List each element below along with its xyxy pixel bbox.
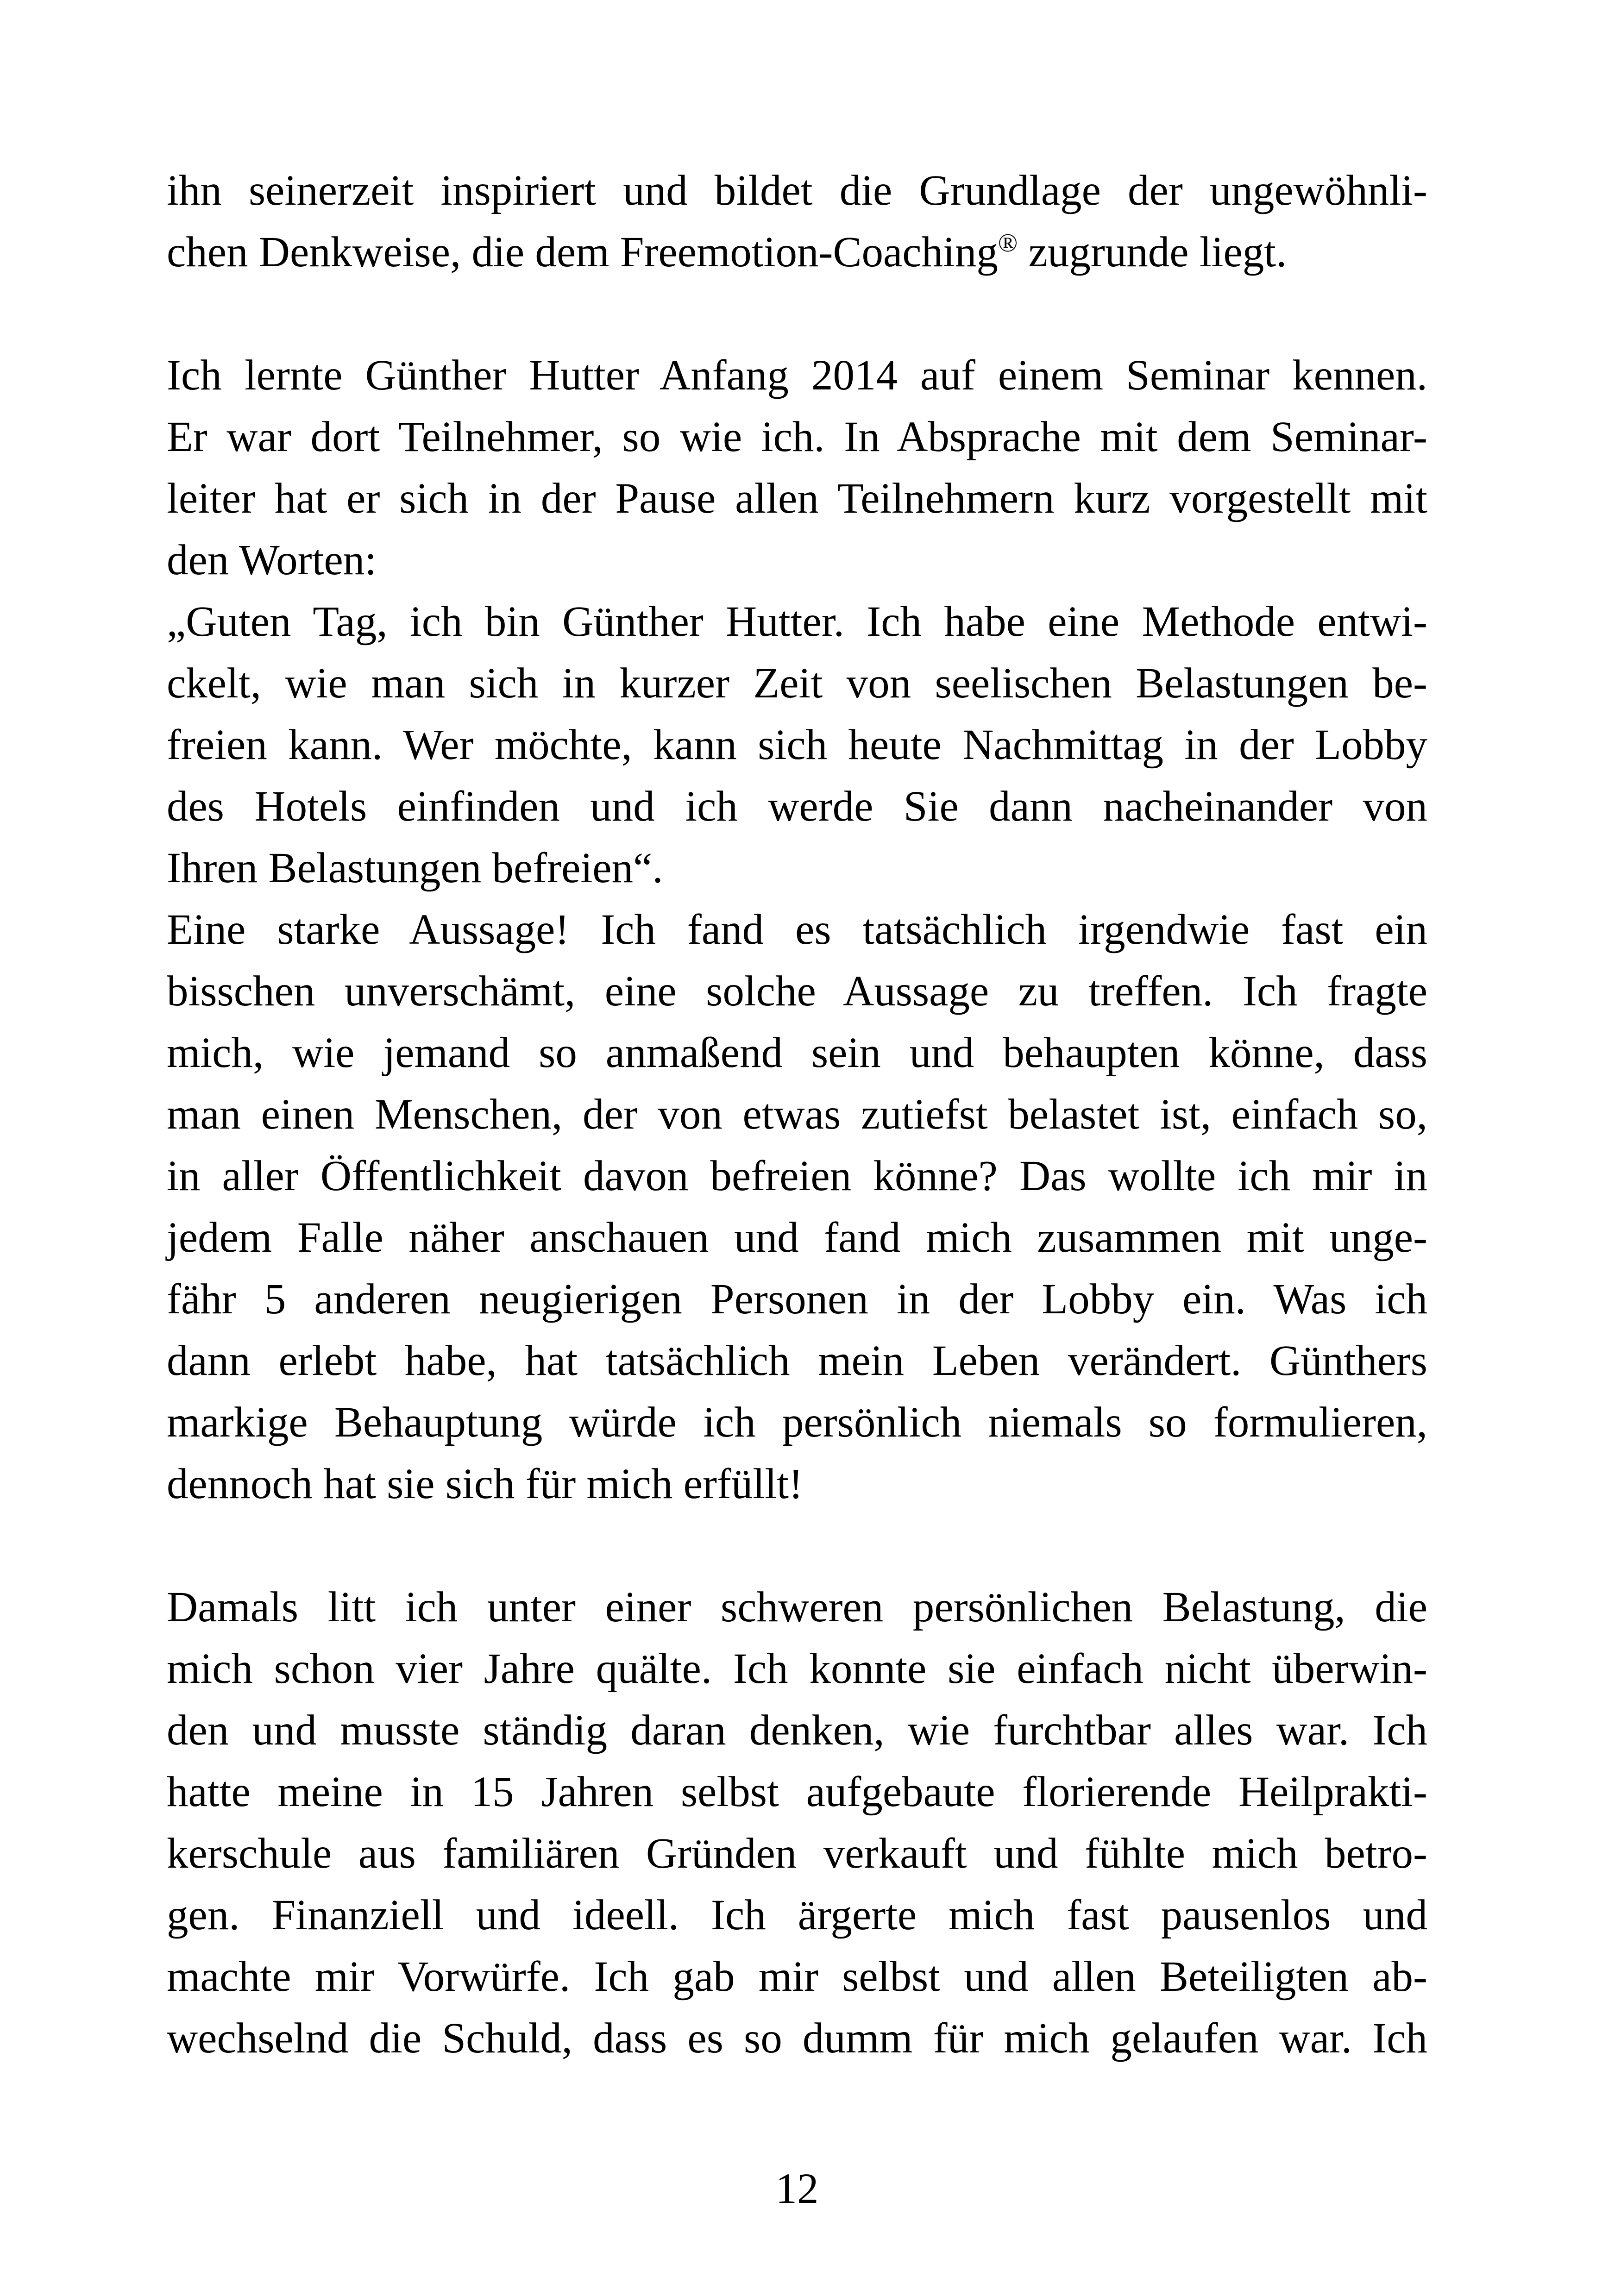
text-block [167, 345, 1427, 1515]
text-line: gen. Finanziell und ideell. Ich ärgerte mich fast pausenlos und [167, 1891, 1427, 1939]
paragraph [167, 1576, 1427, 2069]
text-line: den und musste ständig daran denken, wie furchtbar alles war. Ich [167, 1706, 1427, 1754]
text-line: wechselnd die Schuld, dass es so dumm für mich gelaufen war. Ich [167, 2014, 1427, 2062]
paragraph [167, 160, 1427, 283]
text-line: dann erlebt habe, hat tatsächlich mein Leben verändert. Günthers [167, 1337, 1427, 1385]
text-line: leiter hat er sich in der Pause allen Teilnehmern kurz vorgestellt mit [167, 475, 1427, 522]
text-line: Er war dort Teilnehmer, so wie ich. In Absprache mit dem Seminar- [167, 413, 1427, 461]
text-line: chen Denkweise, die dem Freemotion-Coaching® zugrunde liegt. [167, 228, 1287, 276]
text-line: den Worten: [167, 536, 377, 584]
text-line: dennoch hat sie sich für mich erfüllt! [167, 1460, 803, 1508]
text-line: mich, wie jemand so anmaßend sein und behaupten könne, dass [167, 1029, 1427, 1077]
text-line: Damals litt ich unter einer schweren persönlichen Belastung, die [167, 1583, 1427, 1631]
text-block [167, 1576, 1427, 2069]
text-line: markige Behauptung würde ich persönlich niemals so formulieren, [167, 1399, 1427, 1446]
text-line: man einen Menschen, der von etwas zutiefst belastet ist, einfach so, [167, 1091, 1427, 1138]
text-line: Ich lernte Günther Hutter Anfang 2014 auf einem Seminar kennen. [167, 351, 1427, 399]
text-block [167, 160, 1427, 283]
text-line: ihn seinerzeit inspiriert und bildet die Grundlage der ungewöhnli- [167, 167, 1427, 214]
paragraph [167, 899, 1427, 1515]
text-line: freien kann. Wer möchte, kann sich heute Nachmittag in der Lobby [167, 721, 1427, 769]
text-line: hatte meine in 15 Jahren selbst aufgebaute florierende Heilprakti- [167, 1768, 1427, 1816]
text-line: kerschule aus familiären Gründen verkauft und fühlte mich betro- [167, 1830, 1427, 1877]
text-line: Eine starke Aussage! Ich fand es tatsächlich irgendwie fast ein [167, 906, 1427, 954]
text-line: des Hotels einfinden und ich werde Sie dann nacheinander von [167, 783, 1427, 830]
text-body [167, 160, 1427, 2069]
text-line: machte mir Vorwürfe. Ich gab mir selbst und allen Beteiligten ab- [167, 1953, 1427, 2001]
text-line: ckelt, wie man sich in kurzer Zeit von seelischen Belastungen be- [167, 659, 1427, 707]
text-line: mich schon vier Jahre quälte. Ich konnte sie einfach nicht überwin- [167, 1645, 1427, 1693]
registered-trademark-symbol: ® [998, 229, 1018, 257]
text-line: bisschen unverschämt, eine solche Aussage zu treffen. Ich fragte [167, 967, 1427, 1015]
text-line: Ihren Belastungen befreien“. [167, 844, 663, 892]
paragraph [167, 345, 1427, 591]
text-line: in aller Öffentlichkeit davon befreien könne? Das wollte ich mir in [167, 1152, 1427, 1200]
page-number: 12 [775, 2165, 819, 2213]
paragraph [167, 591, 1427, 899]
text-line: fähr 5 anderen neugierigen Personen in der Lobby ein. Was ich [167, 1275, 1427, 1323]
text-line: „Guten Tag, ich bin Günther Hutter. Ich habe eine Methode entwi- [167, 598, 1427, 646]
text-line: jedem Falle näher anschauen und fand mich zusammen mit unge- [167, 1214, 1427, 1261]
